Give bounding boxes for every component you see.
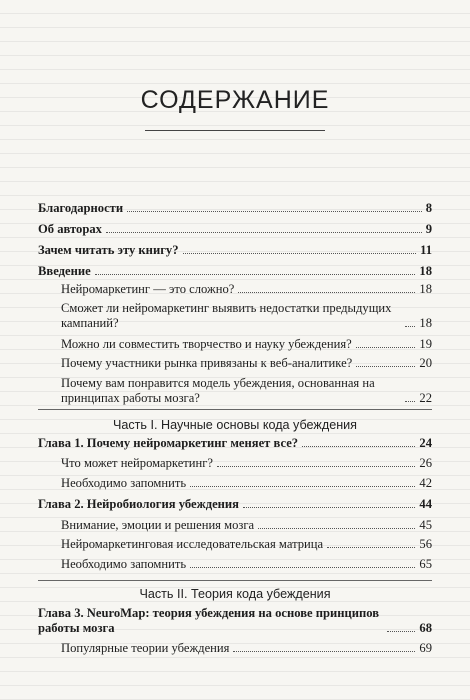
toc-chapter-2[interactable] bbox=[38, 497, 432, 512]
toc-entry-title: Глава 1. Почему нейромаркетинг меняет все? bbox=[38, 436, 299, 450]
toc-entry-title: Введение bbox=[38, 264, 91, 278]
toc-entry-page: 24 bbox=[419, 436, 432, 450]
leader-dots bbox=[356, 366, 415, 367]
toc-entry-page: 68 bbox=[419, 621, 432, 635]
toc-entry-title: Глава 2. Нейробиология убеждения bbox=[38, 497, 239, 511]
page-title: СОДЕРЖАНИЕ bbox=[140, 86, 330, 114]
leader-dots bbox=[190, 486, 415, 487]
toc-entry-authors[interactable] bbox=[38, 222, 432, 237]
toc-entry-page: 18 bbox=[419, 264, 432, 278]
leader-dots bbox=[302, 446, 415, 447]
toc-entry-page: 22 bbox=[419, 391, 432, 405]
toc-entry-page: 9 bbox=[425, 222, 432, 236]
toc-entry-acknowledgements[interactable] bbox=[38, 201, 432, 216]
toc-entry-title: Необходимо запомнить bbox=[61, 557, 187, 571]
toc-entry-title: Благодарности bbox=[38, 201, 124, 215]
toc-entry-title: Нейромаркетинг — это сложно? bbox=[61, 282, 235, 296]
toc-entry-page: 69 bbox=[419, 641, 432, 655]
toc-subentry-theories[interactable] bbox=[38, 641, 432, 656]
toc-entry-page: 19 bbox=[419, 337, 432, 351]
leader-dots bbox=[190, 567, 415, 568]
leader-dots bbox=[183, 253, 417, 254]
toc-entry-title: Можно ли совместить творчество и науку убеждения? bbox=[61, 337, 352, 351]
part-heading[interactable]: Часть II. Теория кода убеждения bbox=[139, 587, 331, 601]
toc-subentry-matrix[interactable] bbox=[38, 537, 432, 552]
toc-entry-page: 11 bbox=[420, 243, 432, 257]
leader-dots bbox=[327, 547, 415, 548]
toc-subentry-web-analytics[interactable] bbox=[38, 356, 432, 371]
leader-dots bbox=[95, 274, 416, 275]
leader-dots bbox=[405, 401, 415, 402]
toc-entry-page: 8 bbox=[425, 201, 432, 215]
toc-entry-title: Об авторах bbox=[38, 222, 102, 236]
toc-entry-title: Сможет ли нейромаркетинг выявить недостатки предыдущих кампаний? bbox=[61, 301, 392, 330]
toc-entry-introduction[interactable] bbox=[38, 264, 432, 279]
toc-subentry-remember-2[interactable] bbox=[38, 557, 432, 572]
leader-dots bbox=[243, 507, 415, 508]
toc-entry-title: Популярные теории убеждения bbox=[61, 641, 230, 655]
leader-dots bbox=[387, 631, 415, 632]
toc-entry-page: 42 bbox=[419, 476, 432, 490]
toc-entry-page: 18 bbox=[419, 316, 432, 330]
leader-dots bbox=[106, 232, 422, 233]
leader-dots bbox=[127, 211, 422, 212]
toc-subentry-complex[interactable] bbox=[38, 282, 432, 297]
toc-entry-page: 45 bbox=[419, 518, 432, 532]
toc-entry-title: Почему участники рынка привязаны к веб-аналитике? bbox=[61, 356, 353, 370]
toc-subentry-attention[interactable] bbox=[38, 518, 432, 533]
toc-entry-page: 65 bbox=[419, 557, 432, 571]
toc-chapter-3[interactable] bbox=[38, 606, 432, 636]
toc-entry-page: 18 bbox=[419, 282, 432, 296]
toc-subentry-creativity[interactable] bbox=[38, 337, 432, 352]
toc-entry-title: Необходимо запомнить bbox=[61, 476, 187, 490]
toc-entry-page: 26 bbox=[419, 456, 432, 470]
leader-dots bbox=[356, 347, 416, 348]
toc-entry-title: Зачем читать эту книгу? bbox=[38, 243, 179, 257]
toc-entry-page: 56 bbox=[419, 537, 432, 551]
toc-entry-page: 44 bbox=[419, 497, 432, 511]
toc-subentry-flaws[interactable] bbox=[38, 301, 432, 331]
toc-subentry-model[interactable] bbox=[38, 376, 432, 406]
part-separator bbox=[38, 409, 432, 410]
leader-dots bbox=[217, 466, 415, 467]
toc-entry-page: 20 bbox=[419, 356, 432, 370]
leader-dots bbox=[258, 528, 415, 529]
leader-dots bbox=[233, 651, 415, 652]
toc-entry-title: Нейромаркетинговая исследовательская матрица bbox=[61, 537, 324, 551]
leader-dots bbox=[238, 292, 415, 293]
toc-entry-title: Глава 3. NeuroMap: теория убеждения на основе принципов работы мозга bbox=[38, 606, 380, 635]
title-rule bbox=[145, 130, 325, 131]
part-heading[interactable]: Часть I. Научные основы кода убеждения bbox=[112, 418, 358, 432]
leader-dots bbox=[405, 326, 415, 327]
toc-entry-title: Почему вам понравится модель убеждения, основанная на принципах работы мозга? bbox=[61, 376, 375, 405]
toc-chapter-1[interactable] bbox=[38, 436, 432, 451]
toc-entry-title: Внимание, эмоции и решения мозга bbox=[61, 518, 255, 532]
toc-entry-title: Что может нейромаркетинг? bbox=[61, 456, 214, 470]
toc-subentry-what-can[interactable] bbox=[38, 456, 432, 471]
part-separator bbox=[38, 580, 432, 581]
toc-subentry-remember-1[interactable] bbox=[38, 476, 432, 491]
toc-entry-why-read[interactable] bbox=[38, 243, 432, 258]
